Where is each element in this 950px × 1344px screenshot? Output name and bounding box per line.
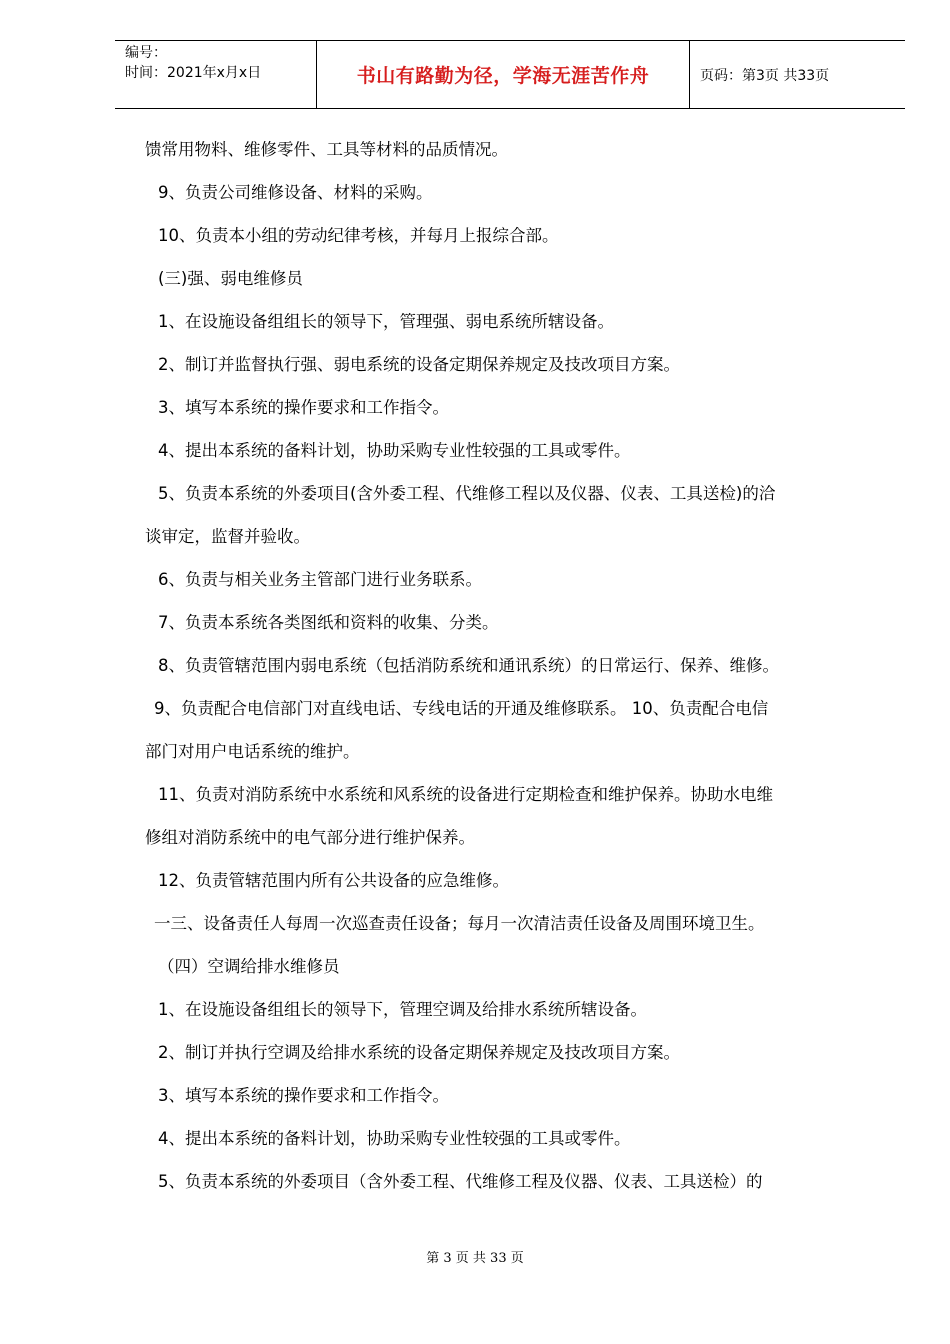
body-line: 2、制订并执行空调及给排水系统的设备定期保养规定及技改项目方案。: [158, 1043, 680, 1062]
section-heading: （四）空调给排水维修员: [158, 957, 340, 976]
body-line: 1、在设施设备组组长的领导下，管理强、弱电系统所辖设备。: [158, 312, 614, 331]
header-motto: 书山有路勤为径，学海无涯苦作舟: [356, 65, 650, 87]
body-line: 10、负责本小组的劳动纪律考核，并每月上报综合部。: [158, 226, 559, 245]
body-line: 7、负责本系统各类图纸和资料的收集、分类。: [158, 613, 499, 632]
body-line: 一三、设备责任人每周一次巡查责任设备；每月一次清洁责任设备及周围环境卫生。: [154, 914, 765, 933]
body-line: 2、制订并监督执行强、弱电系统的设备定期保养规定及技改项目方案。: [158, 355, 680, 374]
body-line: 1、在设施设备组组长的领导下，管理空调及给排水系统所辖设备。: [158, 1000, 647, 1019]
body-line: 3、填写本系统的操作要求和工作指令。: [158, 1086, 449, 1105]
body-line: 谈审定，监督并验收。: [145, 527, 310, 546]
body-line: 6、负责与相关业务主管部门进行业务联系。: [158, 570, 482, 589]
body-line: 馈常用物料、维修零件、工具等材料的品质情况。: [145, 140, 508, 159]
page-footer: 第 3 页 共 33 页: [426, 1251, 524, 1266]
body-line: 5、负责本系统的外委项目(含外委工程、代维修工程以及仪器、仪表、工具送检)的洽: [158, 484, 776, 503]
body-line: 5、负责本系统的外委项目（含外委工程、代维修工程及仪器、仪表、工具送检）的: [158, 1172, 763, 1191]
body-line: 11、负责对消防系统中水系统和风系统的设备进行定期检查和维护保养。协助水电维: [158, 785, 773, 804]
body-line: 8、负责管辖范围内弱电系统（包括消防系统和通讯系统）的日常运行、保养、维修。: [158, 656, 779, 675]
body-line: 12、负责管辖范围内所有公共设备的应急维修。: [158, 871, 509, 890]
header-meta: [125, 43, 261, 83]
body-line: 修组对消防系统中的电气部分进行维护保养。: [145, 828, 475, 847]
body-line: 9、负责配合电信部门对直线电话、专线电话的开通及维修联系。 10、负责配合电信: [154, 699, 769, 718]
serial-label: 编号：: [125, 45, 167, 61]
header-page-info: 页码：第3页 共33页: [700, 68, 830, 84]
header-divider: [689, 41, 690, 108]
header-table: [115, 40, 905, 109]
body-line: 部门对用户电话系统的维护。: [145, 742, 360, 761]
body-line: 9、负责公司维修设备、材料的采购。: [158, 183, 433, 202]
time-label: 时间：2021年x月x日: [125, 65, 262, 81]
section-heading: (三)强、弱电维修员: [158, 269, 303, 288]
body-line: 4、提出本系统的备料计划，协助采购专业性较强的工具或零件。: [158, 1129, 631, 1148]
body-line: 3、填写本系统的操作要求和工作指令。: [158, 398, 449, 417]
body-line: 4、提出本系统的备料计划，协助采购专业性较强的工具或零件。: [158, 441, 631, 460]
